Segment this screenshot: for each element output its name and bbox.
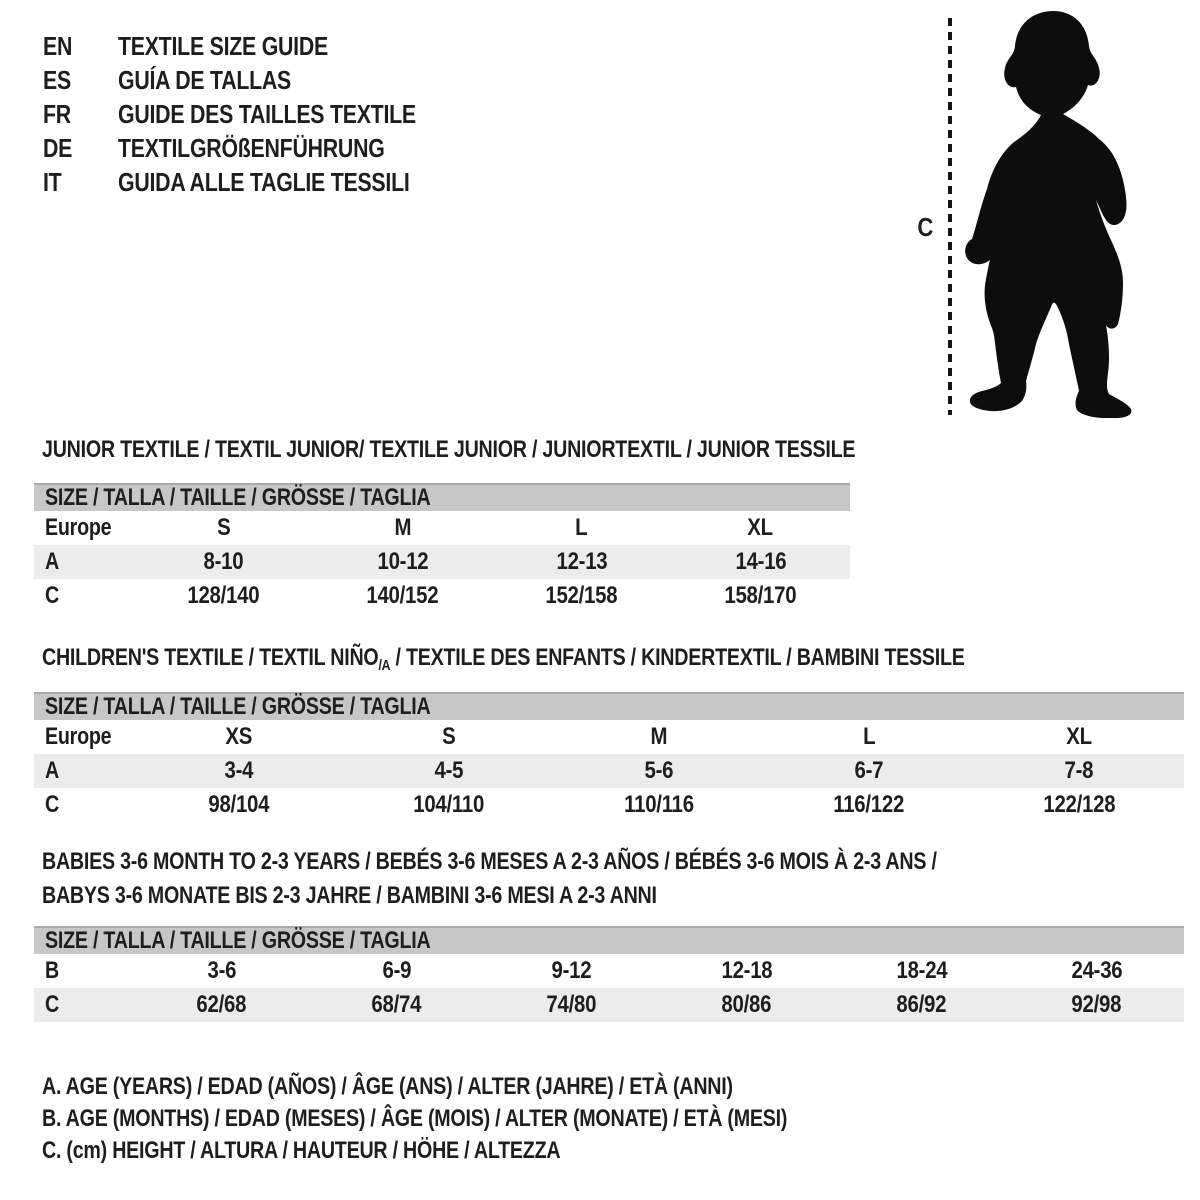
children-size-table xyxy=(34,692,1184,822)
junior-size-table xyxy=(34,483,850,613)
language-row-it xyxy=(43,165,481,199)
language-row-es xyxy=(43,63,481,97)
row-label: A xyxy=(45,548,59,575)
size-cell: 110/116 xyxy=(624,791,694,818)
size-cell: 8-10 xyxy=(203,548,244,575)
size-cell: 74/80 xyxy=(546,991,597,1018)
size-cell: 68/74 xyxy=(371,991,422,1018)
row-label: A xyxy=(45,757,59,784)
size-header-bar xyxy=(34,483,850,511)
size-header-label: SIZE / TALLA / TAILLE / GRÖSSE / TAGLIA xyxy=(45,693,431,720)
table-row xyxy=(34,954,1184,988)
size-cell: 12-18 xyxy=(721,957,772,984)
size-cell: M xyxy=(650,723,668,750)
guide-title-fr: GUIDE DES TAILLES TEXTILE xyxy=(118,99,416,129)
size-cell: 10-12 xyxy=(377,548,428,575)
row-label: B xyxy=(45,957,59,984)
table-row xyxy=(34,545,850,579)
size-cell: 3-6 xyxy=(207,957,236,984)
table-row xyxy=(34,579,850,613)
nino-a-subscript: /A xyxy=(378,657,391,674)
size-cell: 3-4 xyxy=(224,757,254,784)
language-code: ES xyxy=(43,65,71,95)
junior-section-title: JUNIOR TEXTILE / TEXTIL JUNIOR/ TEXTILE JUNIOR / JUNIORTEXTIL / JUNIOR TESSILE xyxy=(42,436,856,463)
row-label: C xyxy=(45,582,59,609)
size-cell: 140/152 xyxy=(366,582,439,609)
size-cell: 5-6 xyxy=(644,757,674,784)
babies-section-title-line2: BABYS 3-6 MONATE BIS 2-3 JAHRE / BAMBINI 3-6 MESI A 2-3 ANNI xyxy=(42,882,657,909)
row-label: Europe xyxy=(45,514,112,541)
size-cell: XS xyxy=(225,723,253,750)
language-title-list xyxy=(43,29,481,199)
size-cell: 18-24 xyxy=(896,957,947,984)
size-cell: L xyxy=(862,723,876,750)
size-cell: 104/110 xyxy=(413,791,485,818)
babies-section-title-line1: BABIES 3-6 MONTH TO 2-3 YEARS / BEBÉS 3-6 MESES A 2-3 AÑOS / BÉBÉS 3-6 MOIS À 2-3 ANS / xyxy=(42,848,937,875)
legend-line-b: B. AGE (MONTHS) / EDAD (MESES) / ÂGE (MOIS) / ALTER (MONATE) / ETÀ (MESI) xyxy=(42,1105,788,1132)
size-cell: 14-16 xyxy=(735,548,786,575)
legend-line-a: A. AGE (YEARS) / EDAD (AÑOS) / ÂGE (ANS) / ALTER (JAHRE) / ETÀ (ANNI) xyxy=(42,1073,733,1100)
size-header-label: SIZE / TALLA / TAILLE / GRÖSSE / TAGLIA xyxy=(45,484,431,511)
language-code: DE xyxy=(43,133,73,163)
size-cell: 122/128 xyxy=(1043,791,1115,818)
size-cell: 98/104 xyxy=(208,791,270,818)
size-cell: M xyxy=(394,514,411,541)
table-row xyxy=(34,754,1184,788)
size-cell: 6-9 xyxy=(382,957,411,984)
children-section-title: CHILDREN'S TEXTILE / TEXTIL $NIÑO_{/A}$ / TEXTILE DES ENFANTS / KINDERTEXTIL / BAMBINI TESSILE xyxy=(42,644,965,674)
size-cell: 152/158 xyxy=(545,582,618,609)
legend-line-c: C. (cm) HEIGHT / ALTURA / HAUTEUR / HÖHE / ALTEZZA xyxy=(42,1137,561,1164)
size-cell: 9-12 xyxy=(551,957,592,984)
size-cell: 86/92 xyxy=(896,991,947,1018)
row-label: Europe xyxy=(45,723,112,750)
babies-size-table xyxy=(34,926,1184,1022)
toddler-silhouette-icon xyxy=(958,8,1148,418)
size-header-bar xyxy=(34,692,1184,720)
language-code: IT xyxy=(43,167,62,197)
size-cell: S xyxy=(442,723,456,750)
size-cell: XL xyxy=(1066,723,1092,750)
height-measure-dashed-line xyxy=(948,18,952,415)
size-cell: 128/140 xyxy=(187,582,260,609)
language-row-de xyxy=(43,131,481,165)
row-label: C xyxy=(45,791,59,818)
guide-title-es: GUÍA DE TALLAS xyxy=(118,65,292,95)
size-cell: 62/68 xyxy=(196,991,247,1018)
guide-title-en: TEXTILE SIZE GUIDE xyxy=(118,31,328,61)
size-cell: 6-7 xyxy=(854,757,884,784)
size-cell: 24-36 xyxy=(1071,957,1122,984)
size-cell: XL xyxy=(747,514,774,541)
language-code: EN xyxy=(43,31,73,61)
size-cell: 116/122 xyxy=(833,791,905,818)
size-header-bar xyxy=(34,926,1184,954)
size-cell: 12-13 xyxy=(556,548,607,575)
guide-title-de: TEXTILGRÖßENFÜHRUNG xyxy=(118,133,385,163)
table-row xyxy=(34,511,850,545)
size-cell: 80/86 xyxy=(721,991,772,1018)
size-cell: L xyxy=(575,514,588,541)
size-header-label: SIZE / TALLA / TAILLE / GRÖSSE / TAGLIA xyxy=(45,927,431,954)
measure-legend xyxy=(42,1071,951,1167)
size-cell: 92/98 xyxy=(1071,991,1122,1018)
guide-title-it: GUIDA ALLE TAGLIE TESSILI xyxy=(118,167,410,197)
table-row xyxy=(34,720,1184,754)
language-code: FR xyxy=(43,99,71,129)
size-cell: S xyxy=(216,514,231,541)
size-cell: 4-5 xyxy=(434,757,464,784)
language-row-fr xyxy=(43,97,481,131)
row-label: C xyxy=(45,991,59,1018)
table-row xyxy=(34,988,1184,1022)
height-measure-label: C xyxy=(917,212,934,242)
language-row-en xyxy=(43,29,481,63)
size-cell: 7-8 xyxy=(1064,757,1094,784)
size-cell: 158/170 xyxy=(724,582,797,609)
table-row xyxy=(34,788,1184,822)
